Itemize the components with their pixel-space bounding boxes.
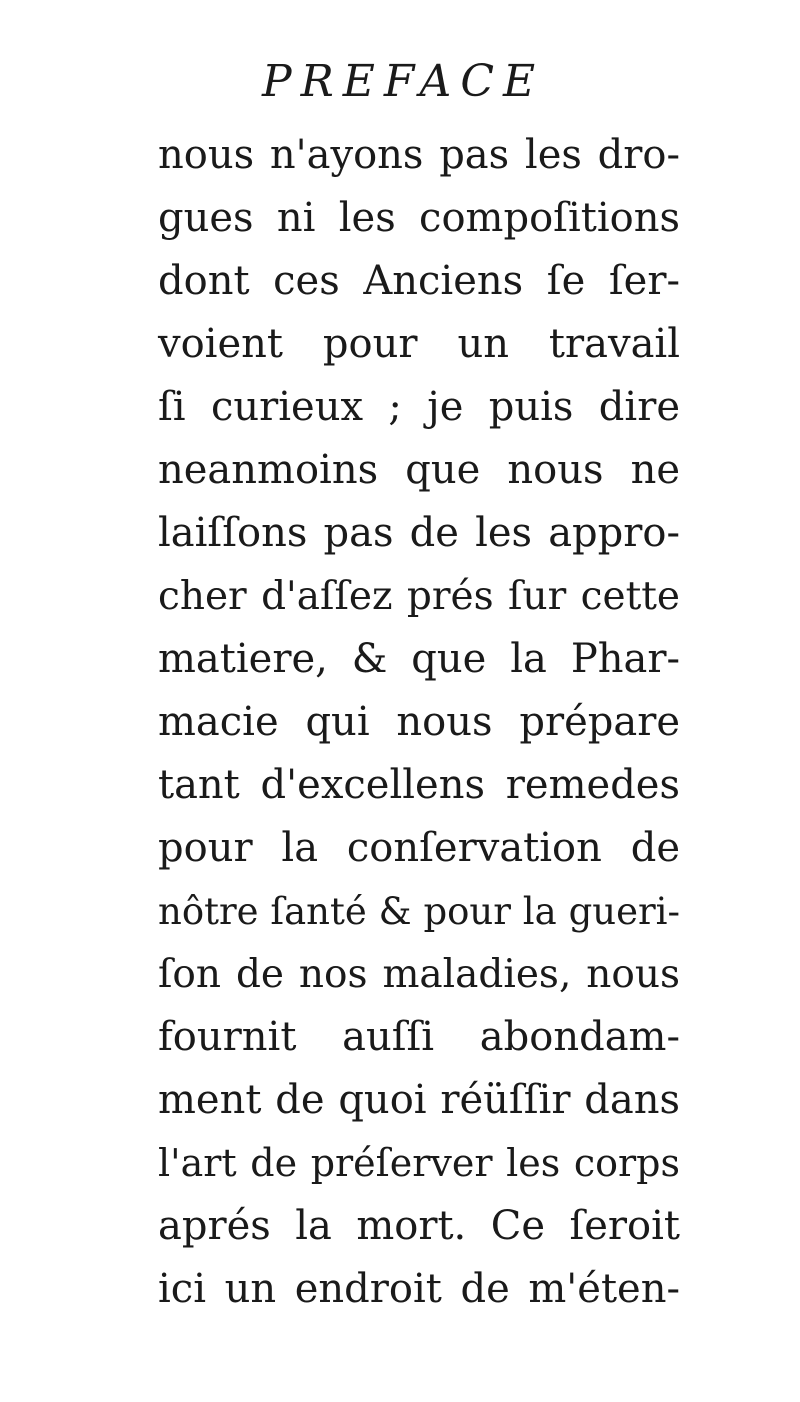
text-line: neanmoins que nous ne — [158, 447, 680, 493]
text-line: gues ni les compoſitions — [158, 195, 680, 241]
text-line: laiſſons pas de les appro- — [158, 510, 680, 556]
text-line: pour la conſervation de — [158, 825, 680, 871]
text-line: nôtre ſanté & pour la gueri- — [158, 890, 680, 933]
text-line: ſi curieux ; je puis dire — [158, 384, 680, 430]
body-text — [158, 124, 680, 1321]
text-line: fournit auſſi abondam- — [158, 1014, 680, 1060]
text-line: nous n'ayons pas les dro- — [158, 132, 680, 178]
text-line: l'art de préſerver les corps — [158, 1141, 680, 1185]
text-line: matiere, & que la Phar- — [158, 636, 680, 682]
text-line: tant d'excellens remedes — [158, 762, 680, 808]
text-line: aprés la mort. Ce ſeroit — [158, 1203, 680, 1249]
text-line: macie qui nous prépare — [158, 699, 680, 745]
text-line: voient pour un travail — [158, 321, 680, 367]
text-line: ici un endroit de m'éten- — [158, 1266, 680, 1312]
text-line: dont ces Anciens ſe ſer- — [158, 258, 680, 304]
text-line: ment de quoi réüſſir dans — [158, 1077, 680, 1123]
text-line: ſon de nos maladies, nous — [158, 952, 680, 997]
running-head: PREFACE — [262, 56, 545, 107]
text-line: cher d'aſſez prés ſur cette — [158, 574, 680, 619]
